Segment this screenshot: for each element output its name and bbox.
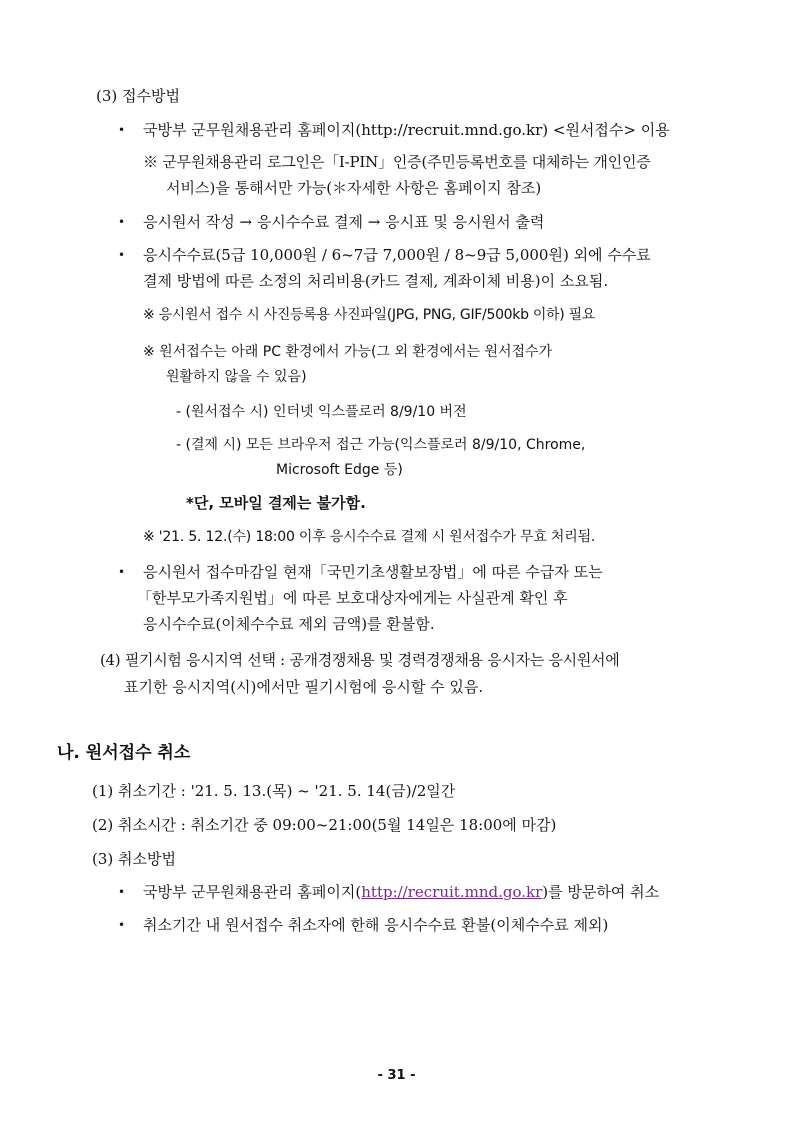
- bullet-fee-cont: 결제 방법에 따른 소정의 처리비용(카드 결제, 계좌이체 비용)이 소요됨.: [143, 272, 609, 290]
- cancel-homepage-text: )를 방문하여 취소: [542, 883, 660, 901]
- section-4-line2: 표기한 응시지역(시)에서만 필기시험에 응시할 수 있음.: [124, 678, 484, 696]
- dash-apply-browser: - (원서접수 시) 인터넷 익스플로러 8/9/10 버전: [176, 404, 467, 420]
- bullet-icon: •: [118, 918, 126, 932]
- bullet-icon: •: [118, 565, 126, 579]
- cancel-method-title: (3) 취소방법: [92, 850, 176, 868]
- bullet-refund-cont: 응시수수료(이체수수료 제외 금액)를 환불함.: [143, 615, 435, 633]
- dash-payment-browser: - (결제 시) 모든 브라우저 접근 가능(익스플로러 8/9/10, Chrome,: [176, 437, 586, 453]
- section-3-title: (3) 접수방법: [96, 87, 180, 105]
- cancel-bullet-refund: 취소기간 내 원서접수 취소자에 한해 응시수수료 환불(이체수수료 제외): [143, 916, 609, 934]
- bullet-icon: •: [118, 215, 126, 229]
- bullet-icon: •: [118, 123, 126, 137]
- bullet-refund-cont: 「한부모가족지원법」에 따른 보호대상자에게는 사실관계 확인 후: [137, 589, 568, 607]
- bullet-icon: •: [118, 885, 126, 899]
- bullet-refund: 응시원서 접수마감일 현재「국민기초생활보장법」에 따른 수급자 또는: [143, 563, 603, 581]
- cancel-bullet-homepage: [143, 882, 659, 902]
- dash-payment-browser-cont: Microsoft Edge 등): [276, 462, 403, 478]
- bullet-homepage: 국방부 군무원채용관리 홈페이지(http://recruit.mnd.go.kr) <원서접수> 이용: [143, 121, 670, 139]
- bullet-process: 응시원서 작성 → 응시수수료 결제 → 응시표 및 응시원서 출력: [143, 213, 545, 231]
- cancel-time: (2) 취소시간 : 취소기간 중 09:00~21:00(5월 14일은 18:00에 마감): [92, 816, 557, 834]
- note-login-cont: 서비스)을 통해서만 가능(＊자세한 사항은 홈페이지 참조): [166, 179, 542, 197]
- note-login: ※ 군무원채용관리 로그인은「I-PIN」인증(주민등록번호를 대체하는 개인인증: [143, 153, 651, 171]
- note-pc: ※ 원서접수는 아래 PC 환경에서 가능(그 외 환경에서는 원서접수가: [143, 344, 553, 360]
- mobile-note: *단, 모바일 결제는 불가함.: [186, 494, 366, 512]
- bullet-fee: 응시수수료(5급 10,000원 / 6~7급 7,000원 / 8~9급 5,000원) 외에 수수료: [143, 246, 651, 264]
- page-number: - 31 -: [377, 1068, 416, 1083]
- note-deadline: ※ '21. 5. 12.(수) 18:00 이후 응시수수료 결제 시 원서접수가 무효 처리됨.: [143, 529, 596, 545]
- note-pc-cont: 원활하지 않을 수 있음): [166, 369, 307, 385]
- cancel-heading: 나. 원서접수 취소: [57, 743, 191, 763]
- cancel-period: (1) 취소기간 : '21. 5. 13.(목) ~ '21. 5. 14(금)/2일간: [92, 782, 456, 800]
- recruit-link[interactable]: http://recruit.mnd.go.kr: [361, 883, 543, 901]
- section-4-line1: (4) 필기시험 응시지역 선택 : 공개경쟁채용 및 경력경쟁채용 응시자는 응시원서에: [100, 651, 620, 669]
- bullet-icon: •: [118, 248, 126, 262]
- cancel-homepage-text: 국방부 군무원채용관리 홈페이지(: [143, 883, 362, 901]
- note-photo: ※ 응시원서 접수 시 사진등록용 사진파일(JPG, PNG, GIF/500kb 이하) 필요: [143, 307, 596, 323]
